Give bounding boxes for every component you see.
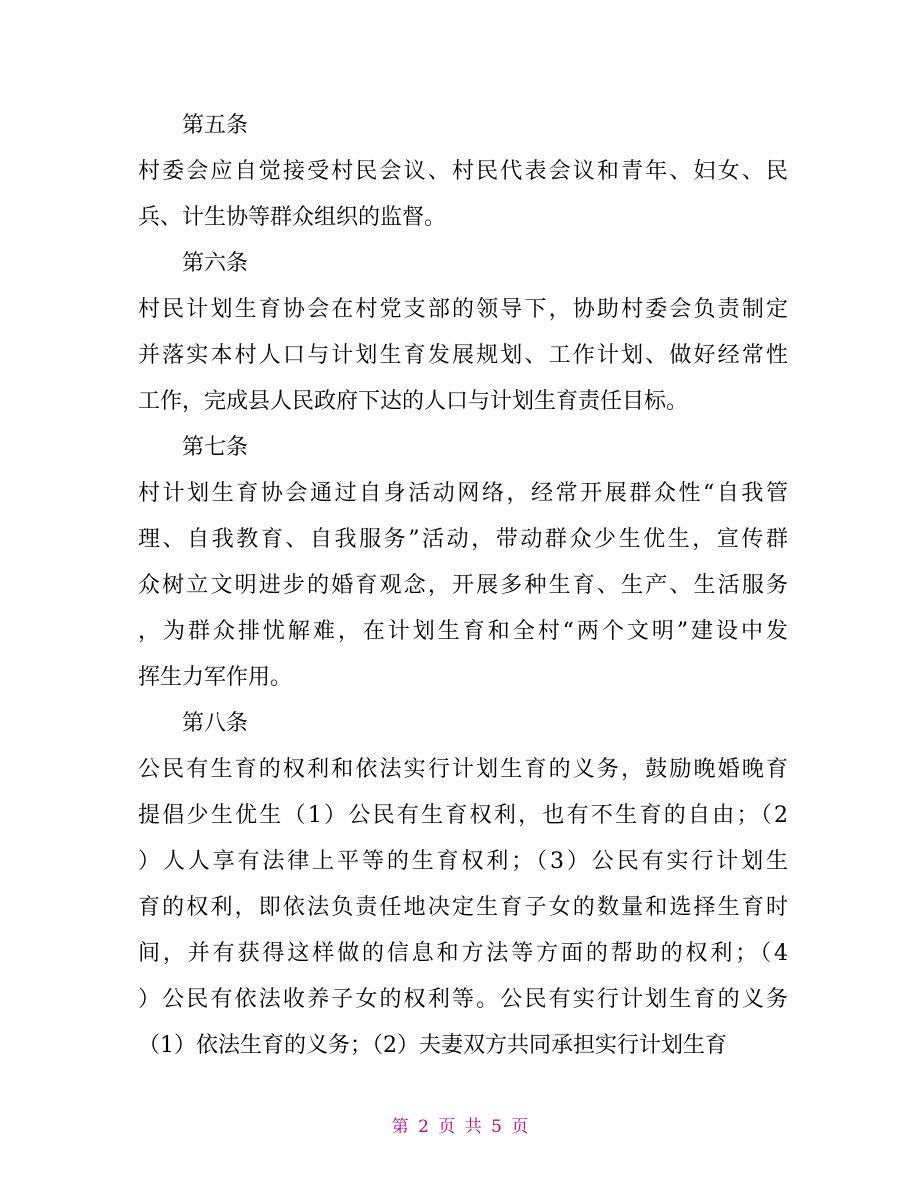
paragraph-line: 间，并有获得这样做的信息和方法等方面的帮助的权利；（4 <box>138 941 788 966</box>
paragraph-line: ）人人享有法律上平等的生育权利；（3）公民有实行计划生 <box>138 849 788 874</box>
article-heading: 第五条 <box>182 113 249 138</box>
document-body <box>138 103 788 1069</box>
paragraph-line: 兵、计生协等群众组织的监督。 <box>138 205 447 230</box>
paragraph-line: 众树立文明进步的婚育观念，开展多种生育、生产、生活服务 <box>138 573 788 598</box>
paragraph-line: 育的权利，即依法负责任地决定生育子女的数量和选择生育时 <box>138 895 788 920</box>
article-paragraph <box>138 287 788 425</box>
paragraph-line: 提倡少生优生（1）公民有生育权利，也有不生育的自由；（2 <box>138 803 788 828</box>
paragraph-line: 理、自我教育、自我服务”活动，带动群众少生优生，宣传群 <box>138 527 788 552</box>
article-paragraph <box>138 149 788 241</box>
paragraph-line: ，为群众排忧解难，在计划生育和全村“两个文明”建设中发 <box>138 619 788 644</box>
article-heading: 第八条 <box>182 711 249 736</box>
paragraph-line: 挥生力军作用。 <box>138 665 293 690</box>
article-heading: 第七条 <box>182 435 249 460</box>
paragraph-line: 并落实本村人口与计划生育发展规划、工作计划、做好经常性 <box>138 343 788 368</box>
paragraph-line: 村委会应自觉接受村民会议、村民代表会议和青年、妇女、民 <box>138 159 788 184</box>
paragraph-line: 村民计划生育协会在村党支部的领导下，协助村委会负责制定 <box>138 297 788 322</box>
article-heading: 第六条 <box>182 251 249 276</box>
paragraph-line: 公民有生育的权利和依法实行计划生育的义务，鼓励晚婚晚育 <box>138 757 788 782</box>
paragraph-line: 工作，完成县人民政府下达的人口与计划生育责任目标。 <box>138 389 689 414</box>
paragraph-line: （1）依法生育的义务；（2）夫妻双方共同承担实行计划生育 <box>138 1033 727 1058</box>
article-paragraph <box>138 747 788 1069</box>
paragraph-line: 村计划生育协会通过自身活动网络，经常开展群众性“自我管 <box>138 481 788 506</box>
paragraph-line: ）公民有依法收养子女的权利等。公民有实行计划生育的义务 <box>138 987 788 1012</box>
page-footer: 第 2 页 共 5 页 <box>391 1117 529 1137</box>
article-paragraph <box>138 471 788 701</box>
